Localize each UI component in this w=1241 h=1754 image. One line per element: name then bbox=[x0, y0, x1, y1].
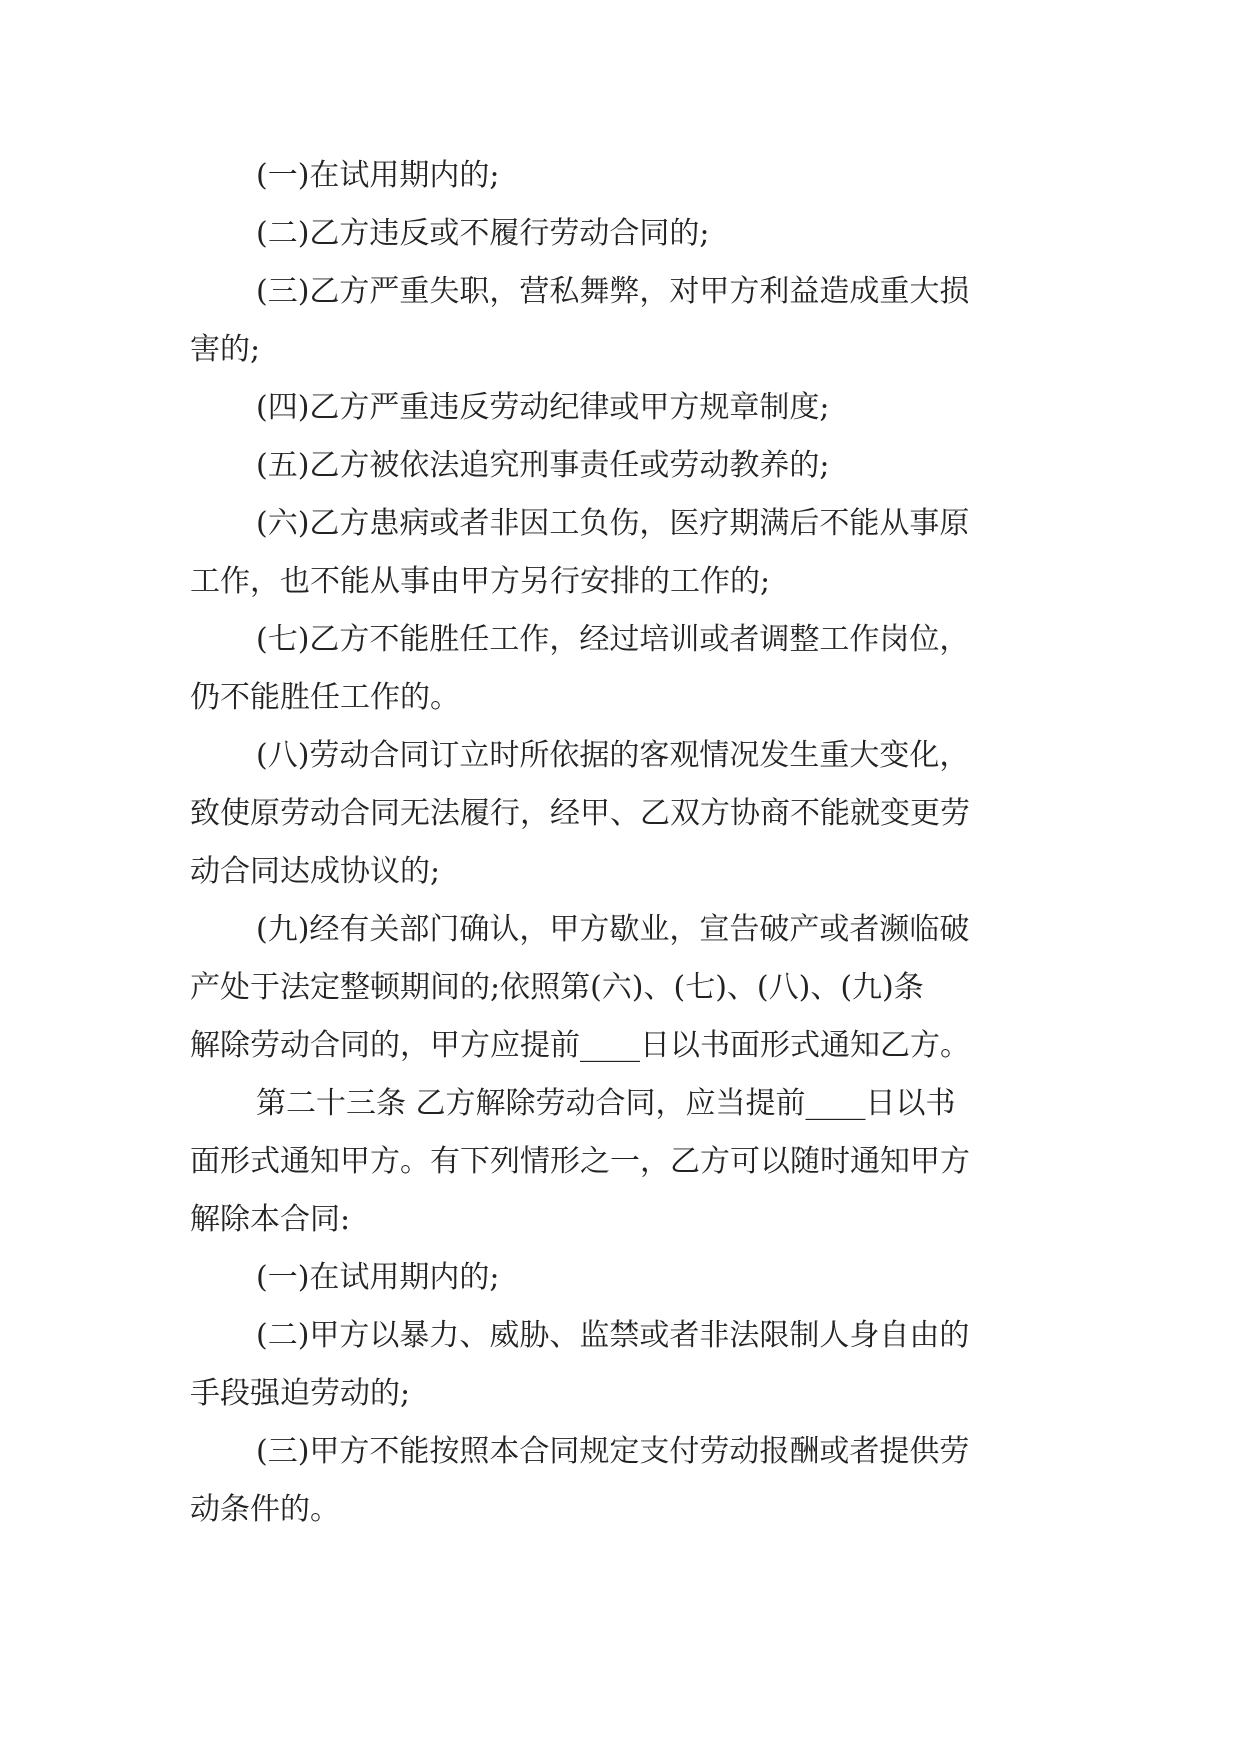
clause-line: (二)甲方以暴力、威胁、监禁或者非法限制人身自由的 bbox=[256, 1318, 970, 1353]
clause-line: 工作，也不能从事由甲方另行安排的工作的; bbox=[190, 564, 771, 599]
clause-line: 解除劳动合同的，甲方应提前____日以书面形式通知乙方。 bbox=[190, 1028, 970, 1063]
clause-line: (八)劳动合同订立时所依据的客观情况发生重大变化， bbox=[256, 738, 970, 773]
article-heading-line: 第二十三条 乙方解除劳动合同，应当提前____日以书 bbox=[256, 1086, 956, 1121]
clause-line: (一)在试用期内的; bbox=[256, 158, 500, 193]
clause-line: 致使原劳动合同无法履行，经甲、乙双方协商不能就变更劳 bbox=[190, 796, 970, 831]
clause-line: (七)乙方不能胜任工作，经过培训或者调整工作岗位， bbox=[256, 622, 970, 657]
clause-line: 动条件的。 bbox=[190, 1492, 340, 1527]
clause-line: (四)乙方严重违反劳动纪律或甲方规章制度; bbox=[256, 390, 830, 425]
clause-line: 动合同达成协议的; bbox=[190, 854, 441, 889]
clause-line: (五)乙方被依法追究刑事责任或劳动教养的; bbox=[256, 448, 830, 483]
clause-line: 害的; bbox=[190, 332, 261, 367]
clause-line: 手段强迫劳动的; bbox=[190, 1376, 411, 1411]
clause-line: 解除本合同: bbox=[190, 1202, 351, 1237]
clause-line: (六)乙方患病或者非因工负伤，医疗期满后不能从事原 bbox=[256, 506, 970, 541]
clause-line: 产处于法定整顿期间的;依照第(六)、(七)、(八)、(九)条 bbox=[190, 970, 924, 1005]
clause-line: 面形式通知甲方。有下列情形之一，乙方可以随时通知甲方 bbox=[190, 1144, 970, 1179]
clause-line: (三)乙方严重失职，营私舞弊，对甲方利益造成重大损 bbox=[256, 274, 970, 309]
clause-line: (九)经有关部门确认，甲方歇业，宣告破产或者濒临破 bbox=[256, 912, 970, 947]
clause-line: (三)甲方不能按照本合同规定支付劳动报酬或者提供劳 bbox=[256, 1434, 970, 1469]
clause-line: (二)乙方违反或不履行劳动合同的; bbox=[256, 216, 710, 251]
clause-line: 仍不能胜任工作的。 bbox=[190, 680, 460, 715]
clause-line: (一)在试用期内的; bbox=[256, 1260, 500, 1295]
